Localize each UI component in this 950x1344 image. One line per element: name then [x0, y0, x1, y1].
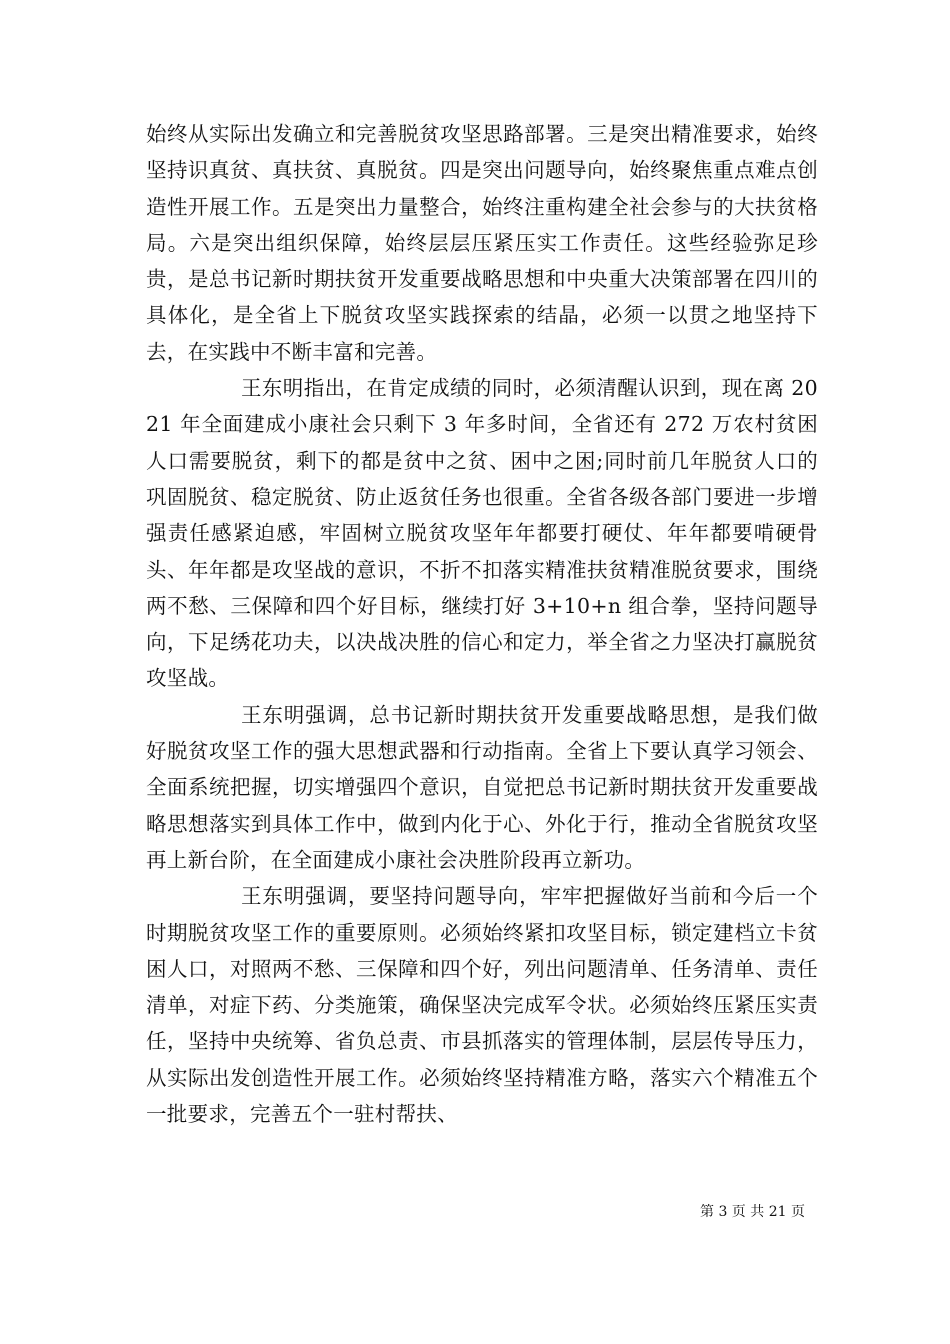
- paragraph-3: 王东明强调，总书记新时期扶贫开发重要战略思想，是我们做好脱贫攻坚工作的强大思想武器和行动指南。全省上下要认真学习领会、全面系统把握，切实增强四个意识，自觉把总书记新时期扶贫开发重要战略思想落实到具体工作中，做到内化于心、外化于行，推动全省脱贫攻坚再上新台阶，在全面建成小康社会决胜阶段再立新功。: [146, 702, 818, 872]
- paragraph-4: 王东明强调，要坚持问题导向，牢牢把握做好当前和今后一个时期脱贫攻坚工作的重要原则。必须始终紧扣攻坚目标，锁定建档立卡贫困人口，对照两不愁、三保障和四个好，列出问题清单、任务清单、责任清单，对症下药、分类施策，确保坚决完成军令状。必须始终压紧压实责任，坚持中央统筹、省负总责、市县抓落实的管理体制，层层传导压力，从实际出发创造性开展工作。必须始终坚持精准方略，落实六个精准五个一批要求，完善五个一驻村帮扶、: [146, 884, 818, 1127]
- page-number-footer: 第 3 页 共 21 页: [700, 1204, 805, 1220]
- paragraph-2: 王东明指出，在肯定成绩的同时，必须清醒认识到，现在离 2021 年全面建成小康社会只剩下 3 年多时间，全省还有 272 万农村贫困人口需要脱贫，剩下的都是贫中之贫、困中之困;同时前几年脱贫人口的巩固脱贫、稳定脱贫、防止返贫任务也很重。全省各级各部门要进一步增强责任感紧迫感，牢固树立脱贫攻坚年年都要打硬仗、年年都要啃硬骨头、年年都是攻坚战的意识，不折不扣落实精准扶贫精准脱贫要求，围绕两不愁、三保障和四个好目标，继续打好 3+10+n 组合拳，坚持问题导向，下足绣花功夫，以决战决胜的信心和定力，举全省之力坚决打赢脱贫攻坚战。: [146, 376, 818, 691]
- paragraph-1: 始终从实际出发确立和完善脱贫攻坚思路部署。三是突出精准要求，始终坚持识真贫、真扶贫、真脱贫。四是突出问题导向，始终聚焦重点难点创造性开展工作。五是突出力量整合，始终注重构建全社会参与的大扶贫格局。六是突出组织保障，始终层层压紧压实工作责任。这些经验弥足珍贵，是总书记新时期扶贫开发重要战略思想和中央重大决策部署在四川的具体化，是全省上下脱贫攻坚实践探索的结晶，必须一以贯之地坚持下去，在实践中不断丰富和完善。: [146, 122, 818, 364]
- body-text: [146, 116, 818, 1132]
